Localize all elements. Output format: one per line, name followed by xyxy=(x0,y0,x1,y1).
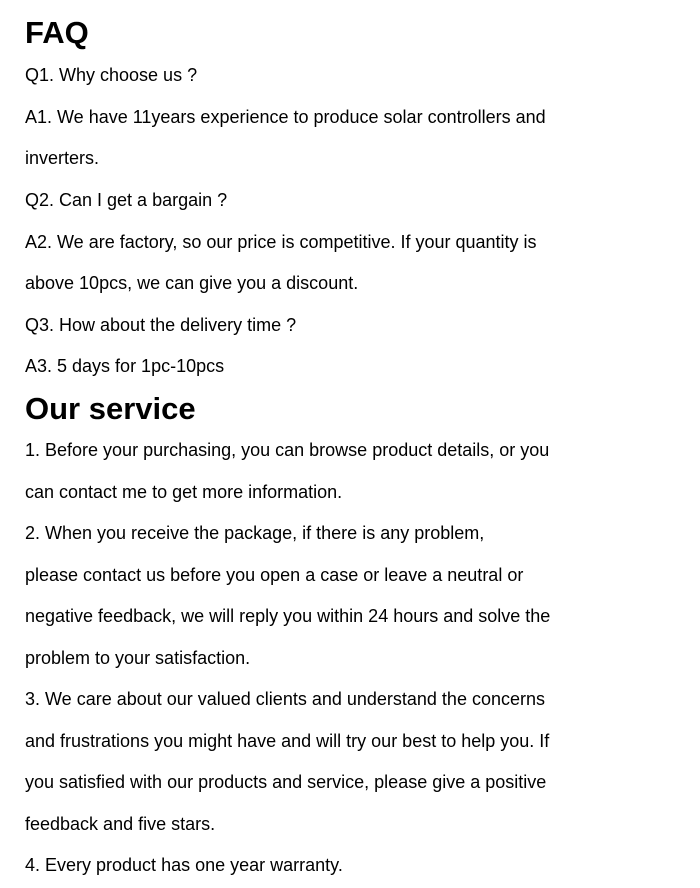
faq-heading: FAQ xyxy=(25,15,89,50)
service-line-10: feedback and five stars. xyxy=(25,814,216,834)
faq-answer-1-line-2: inverters. xyxy=(25,148,100,168)
faq-answer-1-line-1: A1. We have 11years experience to produce solar controllers and xyxy=(25,107,546,127)
faq-answer-2-line-1: A2. We are factory, so our price is competitive. If your quantity is xyxy=(25,232,537,252)
faq-question-2: Q2. Can I get a bargain ? xyxy=(25,190,228,210)
service-line-11: 4. Every product has one year warranty. xyxy=(25,855,343,875)
faq-question-3: Q3. How about the delivery time ? xyxy=(25,315,297,335)
service-line-7: 3. We care about our valued clients and understand the concerns xyxy=(25,689,545,709)
service-heading: Our service xyxy=(25,391,196,426)
service-line-1: 1. Before your purchasing, you can browse product details, or you xyxy=(25,440,550,460)
faq-question-1: Q1. Why choose us ? xyxy=(25,65,198,85)
service-line-9: you satisfied with our products and service, please give a positive xyxy=(25,772,547,792)
service-line-4: please contact us before you open a case or leave a neutral or xyxy=(25,565,524,585)
service-line-5: negative feedback, we will reply you within 24 hours and solve the xyxy=(25,606,551,626)
faq-answer-2-line-2: above 10pcs, we can give you a discount. xyxy=(25,273,359,293)
faq-answer-3: A3. 5 days for 1pc-10pcs xyxy=(25,356,225,376)
service-line-8: and frustrations you might have and will try our best to help you. If xyxy=(25,731,550,751)
service-line-2: can contact me to get more information. xyxy=(25,482,343,502)
service-line-3: 2. When you receive the package, if there is any problem, xyxy=(25,523,485,543)
service-line-6: problem to your satisfaction. xyxy=(25,648,251,668)
